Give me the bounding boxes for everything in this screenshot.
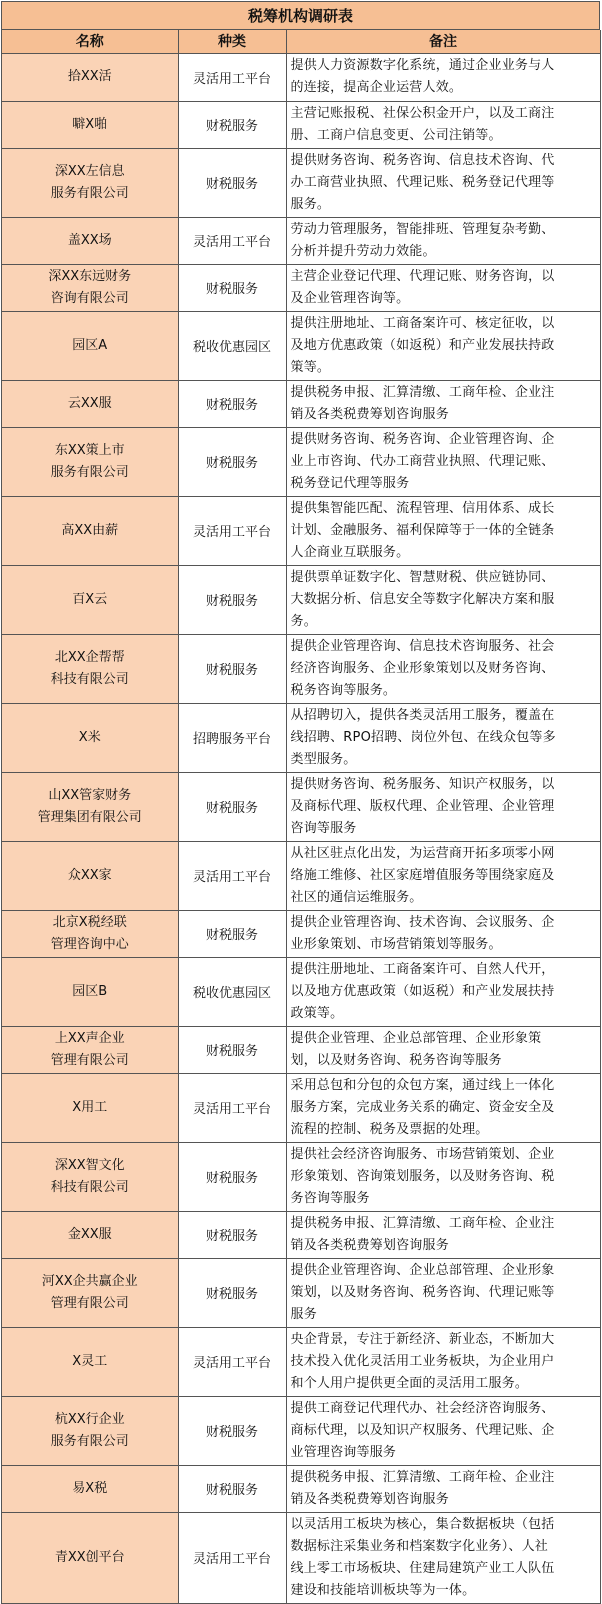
note-line: 分析并提升劳动力效能。 (290, 243, 436, 259)
table-row (2, 841, 600, 910)
name-line: 北XX企帮帮 (54, 649, 125, 665)
note-line: 经济咨询服务、企业形象策划以及财务咨询、 (290, 660, 555, 676)
cell-type: 灵活用工平台 (178, 496, 286, 565)
cell-type: 财税服务 (178, 380, 286, 427)
header-row (2, 30, 600, 53)
cell-type: 财税服务 (178, 148, 286, 217)
cell-note (286, 957, 600, 1026)
note-line: 提供税务申报、汇算清缴、工商年检、企业注 (290, 1469, 555, 1485)
note-line: 策划，以及财务咨询、税务咨询、代理记账等 (290, 1284, 555, 1300)
name-line: 东XX策上市 (54, 442, 125, 458)
cell-type: 税收优惠园区 (178, 311, 286, 380)
note-line: 提供注册地址、工商备案许可、核定征收，以 (290, 315, 555, 331)
note-line: 络施工维修、社区家庭增值服务等围绕家庭及 (290, 867, 555, 883)
cell-name (2, 380, 178, 427)
name-line: 管理有限公司 (50, 1295, 129, 1311)
note-line: 策等。 (290, 359, 331, 375)
table-row (2, 427, 600, 496)
cell-note (286, 1327, 600, 1396)
note-line: 主营企业登记代理、代理记账、财务咨询，以 (290, 268, 555, 284)
cell-type: 税收优惠园区 (178, 957, 286, 1026)
cell-name (2, 427, 178, 496)
cell-name (2, 148, 178, 217)
cell-note (286, 772, 600, 841)
cell-note (286, 1073, 600, 1142)
note-line: 销及各类税费筹划咨询服务 (290, 1491, 449, 1507)
cell-name (2, 1026, 178, 1073)
name-line: 服务有限公司 (50, 185, 129, 201)
header-type: 种类 (178, 30, 286, 53)
table-row (2, 1396, 600, 1465)
institution-table (2, 30, 601, 1604)
name-line: 深XX东远财务 (48, 268, 132, 284)
note-line: 人企商业互联服务。 (290, 544, 410, 560)
table-row (2, 703, 600, 772)
cell-note (286, 496, 600, 565)
cell-type: 财税服务 (178, 1258, 286, 1327)
note-line: 央企背景，专注于新经济、新业态，不断加大 (290, 1331, 555, 1347)
table-row (2, 634, 600, 703)
cell-type: 财税服务 (178, 427, 286, 496)
cell-note (286, 264, 600, 311)
note-line: 提供社会经济咨询服务、市场营销策划、企业 (290, 1146, 555, 1162)
name-line: 拾XX活 (67, 69, 112, 84)
cell-type: 财税服务 (178, 634, 286, 703)
name-line: 噼X啪 (72, 116, 108, 132)
note-line: 务咨询等服务 (290, 1190, 370, 1206)
cell-note (286, 1512, 600, 1603)
note-line: 提供财务咨询、税务咨询、信息技术咨询、代 (290, 152, 555, 168)
cell-name (2, 496, 178, 565)
name-line: 园区A (72, 337, 108, 353)
note-line: 提供票单证数字化、智慧财税、供应链协同、 (290, 569, 555, 585)
name-line: X米 (78, 729, 101, 745)
table-row (2, 148, 600, 217)
cell-name (2, 910, 178, 957)
name-line: 科技有限公司 (50, 671, 129, 687)
cell-name (2, 565, 178, 634)
cell-name (2, 1327, 178, 1396)
note-line: 销及各类税费筹划咨询服务 (290, 406, 449, 422)
cell-note (286, 1211, 600, 1258)
cell-note (286, 311, 600, 380)
note-line: 社区的通信运维服务。 (290, 889, 423, 905)
cell-note (286, 380, 600, 427)
name-line: 易X税 (72, 1480, 108, 1496)
table-row (2, 1465, 600, 1512)
note-line: 劳动力管理服务，智能排班、管理复杂考勤、 (290, 221, 555, 237)
note-line: 主营记账报税、社保公积金开户，以及工商注 (290, 105, 555, 121)
note-line: 划，以及财务咨询、税务咨询等服务 (290, 1052, 502, 1068)
note-line: 的连接，提高企业运营人效。 (290, 80, 463, 95)
name-line: 云XX服 (67, 395, 112, 411)
cell-name (2, 1396, 178, 1465)
cell-note (286, 841, 600, 910)
table-row (2, 1073, 600, 1142)
cell-name (2, 1258, 178, 1327)
cell-note (286, 565, 600, 634)
cell-type: 财税服务 (178, 1142, 286, 1211)
name-line: 科技有限公司 (50, 1179, 129, 1195)
note-line: 提供人力资源数字化系统，通过企业业务与人 (290, 58, 555, 73)
name-line: 河XX企共赢企业 (41, 1273, 138, 1289)
cell-note (286, 910, 600, 957)
cell-note (286, 703, 600, 772)
note-line: 税务登记代理等服务 (290, 475, 410, 491)
cell-name (2, 634, 178, 703)
name-line: 服务有限公司 (50, 464, 129, 480)
note-line: 以及地方优惠政策（如返税）和产业发展扶持 (290, 983, 555, 999)
cell-note (286, 1465, 600, 1512)
note-line: 务。 (290, 613, 317, 629)
note-line: 类型服务。 (290, 751, 357, 767)
note-line: 从社区驻点化出发，为运营商开拓多项零小网 (290, 845, 555, 861)
note-line: 办工商营业执照、代理记账、税务登记代理等 (290, 174, 555, 190)
name-line: 百X云 (72, 591, 108, 607)
note-line: 线招聘、RPO招聘、岗位外包、在线众包等多 (290, 729, 556, 745)
table-row (2, 101, 600, 148)
cell-note (286, 53, 600, 101)
note-line: 提供企业管理咨询、技术咨询、会议服务、企 (290, 914, 555, 930)
name-line: 山XX管家财务 (48, 787, 132, 803)
table-row (2, 1211, 600, 1258)
cell-type: 灵活用工平台 (178, 1512, 286, 1603)
note-line: 服务方案，完成业务关系的确定、资金安全及 (290, 1099, 555, 1115)
note-line: 提供企业管理咨询、企业总部管理、企业形象 (290, 1262, 555, 1278)
cell-note (286, 634, 600, 703)
name-line: 高XX由薪 (61, 522, 119, 538)
name-line: X用工 (72, 1099, 108, 1115)
name-line: 管理有限公司 (50, 1052, 129, 1068)
note-line: 业上市咨询、代办工商营业执照、代理记账、 (290, 453, 555, 469)
note-line: 从招聘切入，提供各类灵活用工服务，覆盖在 (290, 707, 555, 723)
cell-name (2, 217, 178, 264)
note-line: 服务 (290, 1306, 317, 1322)
table-row (2, 957, 600, 1026)
note-line: 计划、金融服务、福利保障等于一体的全链条 (290, 522, 555, 538)
table-row (2, 565, 600, 634)
note-line: 服务。 (290, 196, 331, 212)
cell-name (2, 703, 178, 772)
table-row (2, 311, 600, 380)
note-line: 数据标注采集业务和档案数字化业务）、人社 (290, 1538, 549, 1554)
note-line: 提供工商登记代理代办、社会经济咨询服务、 (290, 1400, 555, 1416)
note-line: 提供税务申报、汇算清缴、工商年检、企业注 (290, 384, 555, 400)
note-line: 流程的控制、税务及票据的处理。 (290, 1121, 489, 1137)
cell-type: 财税服务 (178, 1211, 286, 1258)
cell-type: 灵活用工平台 (178, 53, 286, 101)
cell-name (2, 772, 178, 841)
note-line: 政策等。 (290, 1005, 344, 1021)
table-row (2, 264, 600, 311)
cell-name (2, 841, 178, 910)
cell-name (2, 1073, 178, 1142)
cell-type: 灵活用工平台 (178, 1327, 286, 1396)
name-line: 管理集团有限公司 (37, 809, 142, 825)
note-line: 提供财务咨询、税务服务、知识产权服务，以 (290, 776, 555, 792)
table-row (2, 1258, 600, 1327)
cell-name (2, 1142, 178, 1211)
table-row (2, 910, 600, 957)
cell-note (286, 1396, 600, 1465)
name-line: 金XX服 (67, 1226, 112, 1242)
name-line: 杭XX行企业 (54, 1411, 125, 1427)
table-row (2, 772, 600, 841)
cell-type: 财税服务 (178, 1026, 286, 1073)
cell-type: 灵活用工平台 (178, 1073, 286, 1142)
header-note: 备注 (286, 30, 600, 53)
note-line: 提供集智能匹配、流程管理、信用体系、成长 (290, 500, 555, 516)
cell-type: 招聘服务平台 (178, 703, 286, 772)
name-line: 服务有限公司 (50, 1433, 129, 1449)
note-line: 业管理咨询等服务 (290, 1444, 397, 1460)
cell-name (2, 1512, 178, 1603)
note-line: 提供企业管理咨询、信息技术咨询服务、社会 (290, 638, 555, 654)
cell-note (286, 427, 600, 496)
note-line: 建设和技能培训板块等为一体。 (290, 1582, 476, 1598)
cell-type: 财税服务 (178, 565, 286, 634)
cell-name (2, 957, 178, 1026)
cell-note (286, 1258, 600, 1327)
table-row (2, 496, 600, 565)
table-title: 税筹机构调研表 (2, 2, 600, 30)
note-line: 及企业管理咨询等。 (290, 290, 410, 306)
cell-name (2, 53, 178, 101)
name-line: 深XX左信息 (54, 163, 125, 179)
table-row (2, 1142, 600, 1211)
note-line: 提供财务咨询、税务咨询、企业管理咨询、企 (290, 431, 555, 447)
research-table-sheet (1, 1, 600, 1604)
cell-type: 灵活用工平台 (178, 841, 286, 910)
name-line: 园区B (72, 983, 108, 999)
name-line: 深XX智文化 (54, 1157, 125, 1173)
note-line: 大数据分析、信息安全等数字化解决方案和服 (290, 591, 555, 607)
name-line: 北京X税经联 (52, 914, 127, 930)
name-line: 管理咨询中心 (50, 936, 129, 952)
cell-name (2, 1211, 178, 1258)
cell-type: 财税服务 (178, 1396, 286, 1465)
cell-name (2, 101, 178, 148)
name-line: 上XX声企业 (54, 1030, 125, 1046)
cell-type: 灵活用工平台 (178, 217, 286, 264)
note-line: 咨询等服务 (290, 820, 357, 836)
note-line: 税务咨询等服务。 (290, 682, 397, 698)
note-line: 提供注册地址、工商备案许可、自然人代开， (290, 961, 555, 977)
note-line: 和个人用户提供更全面的灵活用工服务。 (290, 1375, 529, 1391)
cell-type: 财税服务 (178, 264, 286, 311)
table-row (2, 380, 600, 427)
note-line: 以灵活用工板块为核心，集合数据板块（包括 (290, 1516, 555, 1532)
table-row (2, 217, 600, 264)
cell-note (286, 148, 600, 217)
name-line: 青XX创平台 (54, 1549, 125, 1565)
note-line: 技术投入优化灵活用工业务板块，为企业用户 (290, 1353, 555, 1369)
cell-type: 财税服务 (178, 772, 286, 841)
cell-type: 财税服务 (178, 910, 286, 957)
table-body (2, 53, 600, 1603)
note-line: 商标代理，以及知识产权服务、代理记账、企 (290, 1422, 555, 1438)
note-line: 及商标代理、版权代理、企业管理、企业管理 (290, 798, 555, 814)
table-row (2, 1327, 600, 1396)
cell-type: 财税服务 (178, 101, 286, 148)
cell-note (286, 101, 600, 148)
cell-name (2, 1465, 178, 1512)
note-line: 提供税务申报、汇算清缴、工商年检、企业注 (290, 1215, 555, 1231)
note-line: 线上零工市场板块、住建局建筑产业工人队伍 (290, 1560, 555, 1576)
cell-note (286, 217, 600, 264)
note-line: 册、工商户信息变更、公司注销等。 (290, 127, 502, 143)
table-row (2, 53, 600, 101)
note-line: 销及各类税费筹划咨询服务 (290, 1237, 449, 1253)
name-line: 盖XX场 (67, 232, 112, 248)
note-line: 采用总包和分包的众包方案，通过线上一体化 (290, 1077, 555, 1093)
name-line: X灵工 (72, 1353, 108, 1369)
name-line: 众XX家 (67, 867, 112, 883)
table-row (2, 1512, 600, 1603)
cell-note (286, 1142, 600, 1211)
header-name: 名称 (2, 30, 178, 53)
cell-note (286, 1026, 600, 1073)
note-line: 及地方优惠政策（如返税）和产业发展扶持政 (290, 337, 555, 353)
cell-name (2, 311, 178, 380)
cell-name (2, 264, 178, 311)
note-line: 提供企业管理、企业总部管理、企业形象策 (290, 1030, 542, 1046)
cell-type: 财税服务 (178, 1465, 286, 1512)
name-line: 咨询有限公司 (50, 290, 129, 306)
note-line: 形象策划、咨询策划服务，以及财务咨询、税 (290, 1168, 555, 1184)
note-line: 业形象策划、市场营销策划等服务。 (290, 936, 502, 952)
table-row (2, 1026, 600, 1073)
